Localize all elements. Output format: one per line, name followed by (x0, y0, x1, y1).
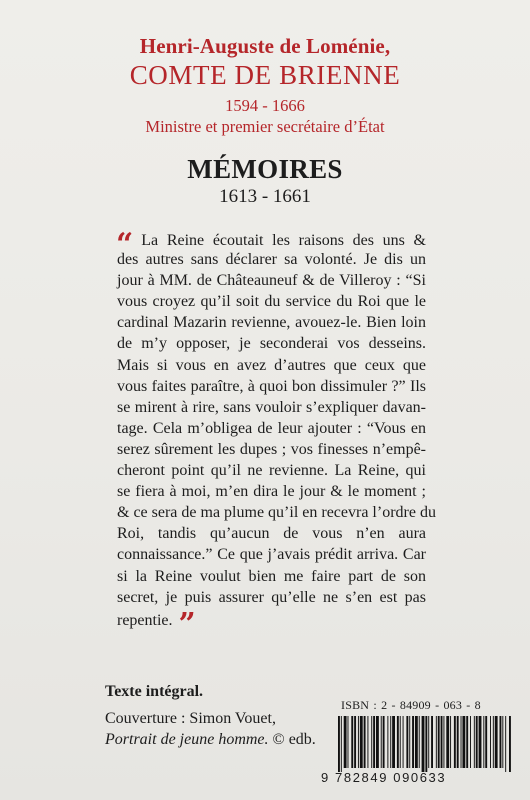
barcode-bar (373, 716, 375, 768)
barcode-number: 9 782849 090633 (321, 770, 447, 785)
author-title: COMTE DE BRIENNE (129, 60, 401, 90)
barcode-bar (360, 716, 363, 768)
excerpt-line (117, 587, 426, 608)
excerpt-text: se fiera à moi, m’en dira le jour & le moment ; (117, 483, 426, 501)
barcode (336, 716, 512, 772)
cover-credit: Couverture : Simon Vouet, (105, 710, 276, 727)
barcode-bar (461, 716, 462, 768)
barcode-bar (392, 716, 395, 768)
barcode-bar (371, 716, 372, 768)
excerpt-text: si la Reine voulut bien me faire part de son (117, 567, 426, 585)
excerpt-text: Roi, tandis qu’aucun de vous n’en aura (117, 525, 426, 543)
barcode-bar (485, 716, 487, 768)
barcode-bar (397, 716, 399, 768)
excerpt-text: vous croyez qu’il soit du service du Roi que le (117, 293, 426, 311)
barcode-bar (406, 716, 408, 768)
excerpt-line (117, 355, 426, 376)
author-name: Henri-Auguste de Loménie, (139, 34, 391, 58)
barcode-bar (462, 716, 465, 768)
barcode-bar (383, 716, 385, 768)
barcode-bar (341, 716, 342, 772)
excerpt-line (117, 291, 426, 312)
barcode-bar (358, 716, 359, 768)
excerpt-line (117, 249, 426, 270)
copyright: © edb. (268, 731, 316, 748)
barcode-bar (509, 716, 511, 772)
excerpt-line (117, 523, 426, 544)
barcode-bar (495, 716, 498, 768)
excerpt-text: repentie. (117, 611, 173, 629)
barcode-bar (502, 716, 503, 768)
barcode-bar (450, 716, 451, 768)
isbn: ISBN : 2 - 84909 - 063 - 8 (341, 698, 481, 712)
excerpt-text: & ce sera de ma plume qu’il en recevra l’ordre du (117, 504, 436, 522)
barcode-bar (483, 716, 484, 768)
excerpt-text: cardinal Mazarin revienne, avouez-le. Bien loin (117, 314, 426, 332)
barcode-bar (348, 716, 349, 768)
barcode-bar (436, 716, 437, 768)
excerpt-line (117, 333, 426, 354)
barcode-bar (479, 716, 482, 768)
barcode-bar (470, 716, 471, 768)
barcode-bar (443, 716, 444, 768)
excerpt-line (117, 397, 426, 418)
barcode-bar (500, 716, 502, 768)
excerpt-line (117, 606, 426, 642)
barcode-bar (364, 716, 366, 768)
excerpt-text: tage. Cela m’obligea de leur ajouter : “Vous en (117, 419, 426, 437)
barcode-bar (466, 716, 468, 768)
barcode-bar (409, 716, 410, 768)
excerpt-text: de m’y opposer, je seconderai vos desseins. (117, 335, 426, 353)
excerpt-text: jour à MM. de Châteauneuf & de Villeroy : “Si (117, 272, 426, 290)
excerpt-text: connaissance.” Ce que j’avais prédit arriva. Car (117, 546, 426, 564)
texte-integral-label: Texte intégral. (105, 683, 204, 700)
excerpt-line (117, 376, 426, 397)
excerpt-text: des autres sans déclarer sa volonté. Je dis un (117, 251, 426, 269)
excerpt-line (117, 566, 426, 587)
excerpt-text: Mais si vous en avez d’autres que ceux que (117, 356, 426, 374)
close-quote-mark: ” (178, 606, 196, 642)
excerpt-line (117, 270, 426, 291)
excerpt-line (117, 502, 436, 523)
excerpt-line (117, 439, 426, 460)
barcode-bar (454, 716, 456, 768)
barcode-bar (415, 716, 418, 768)
barcode-bar (490, 716, 491, 768)
excerpt-text: cheront point qu’il ne revienne. La Reine, qui (117, 462, 426, 480)
barcode-bar (387, 716, 388, 768)
barcode-bar (493, 716, 494, 768)
author-lifespan: 1594 - 1666 (225, 96, 305, 115)
excerpt-text: se mirent à rire, sans vouloir s’expliquer davan- (117, 398, 426, 416)
excerpt-line (117, 544, 426, 565)
barcode-bar (474, 716, 475, 768)
barcode-bar (425, 716, 427, 772)
excerpt-line (117, 460, 426, 481)
barcode-bar (428, 716, 429, 768)
open-quote-mark: “ (116, 227, 134, 262)
excerpt-text: vous faites paraître, à quoi bon dissimuler ?” Ils (117, 377, 426, 395)
excerpt-line (117, 312, 426, 333)
barcode-bar (422, 716, 425, 772)
barcode-bar (419, 716, 420, 768)
barcode-bar (403, 716, 404, 768)
barcode-bar (446, 716, 449, 768)
book-period: 1613 - 1661 (219, 186, 311, 207)
barcode-bar (505, 716, 506, 772)
author-role: Ministre et premier secrétaire d’État (145, 117, 385, 136)
barcode-bar (367, 716, 368, 768)
barcode-bar (390, 716, 391, 768)
barcode-bar (354, 716, 356, 768)
barcode-bar (412, 716, 414, 768)
barcode-bar (476, 716, 478, 768)
barcode-bar (431, 716, 433, 768)
barcode-bar (457, 716, 459, 768)
book-title: MÉMOIRES (187, 154, 343, 184)
excerpt-block (116, 227, 436, 642)
excerpt-text: secret, je puis assurer qu’elle ne s’en est pas (117, 588, 426, 606)
barcode-bar (351, 716, 353, 768)
cover-work-line (105, 731, 316, 749)
excerpt-line (117, 418, 426, 439)
excerpt-text: serez sûrement les dupes ; vos finesses n’empê- (117, 440, 426, 458)
excerpt-text: La Reine écoutait les raisons des uns & (141, 232, 426, 249)
barcode-bar (338, 716, 340, 772)
cover-work-title: Portrait de jeune homme. (105, 731, 269, 748)
barcode-bar (344, 716, 347, 768)
excerpt-line (117, 481, 426, 502)
barcode-bar (438, 716, 440, 768)
barcode-bar (400, 716, 401, 768)
barcode-bar (441, 716, 443, 768)
barcode-bar (376, 716, 379, 768)
barcode-bar (381, 716, 382, 768)
